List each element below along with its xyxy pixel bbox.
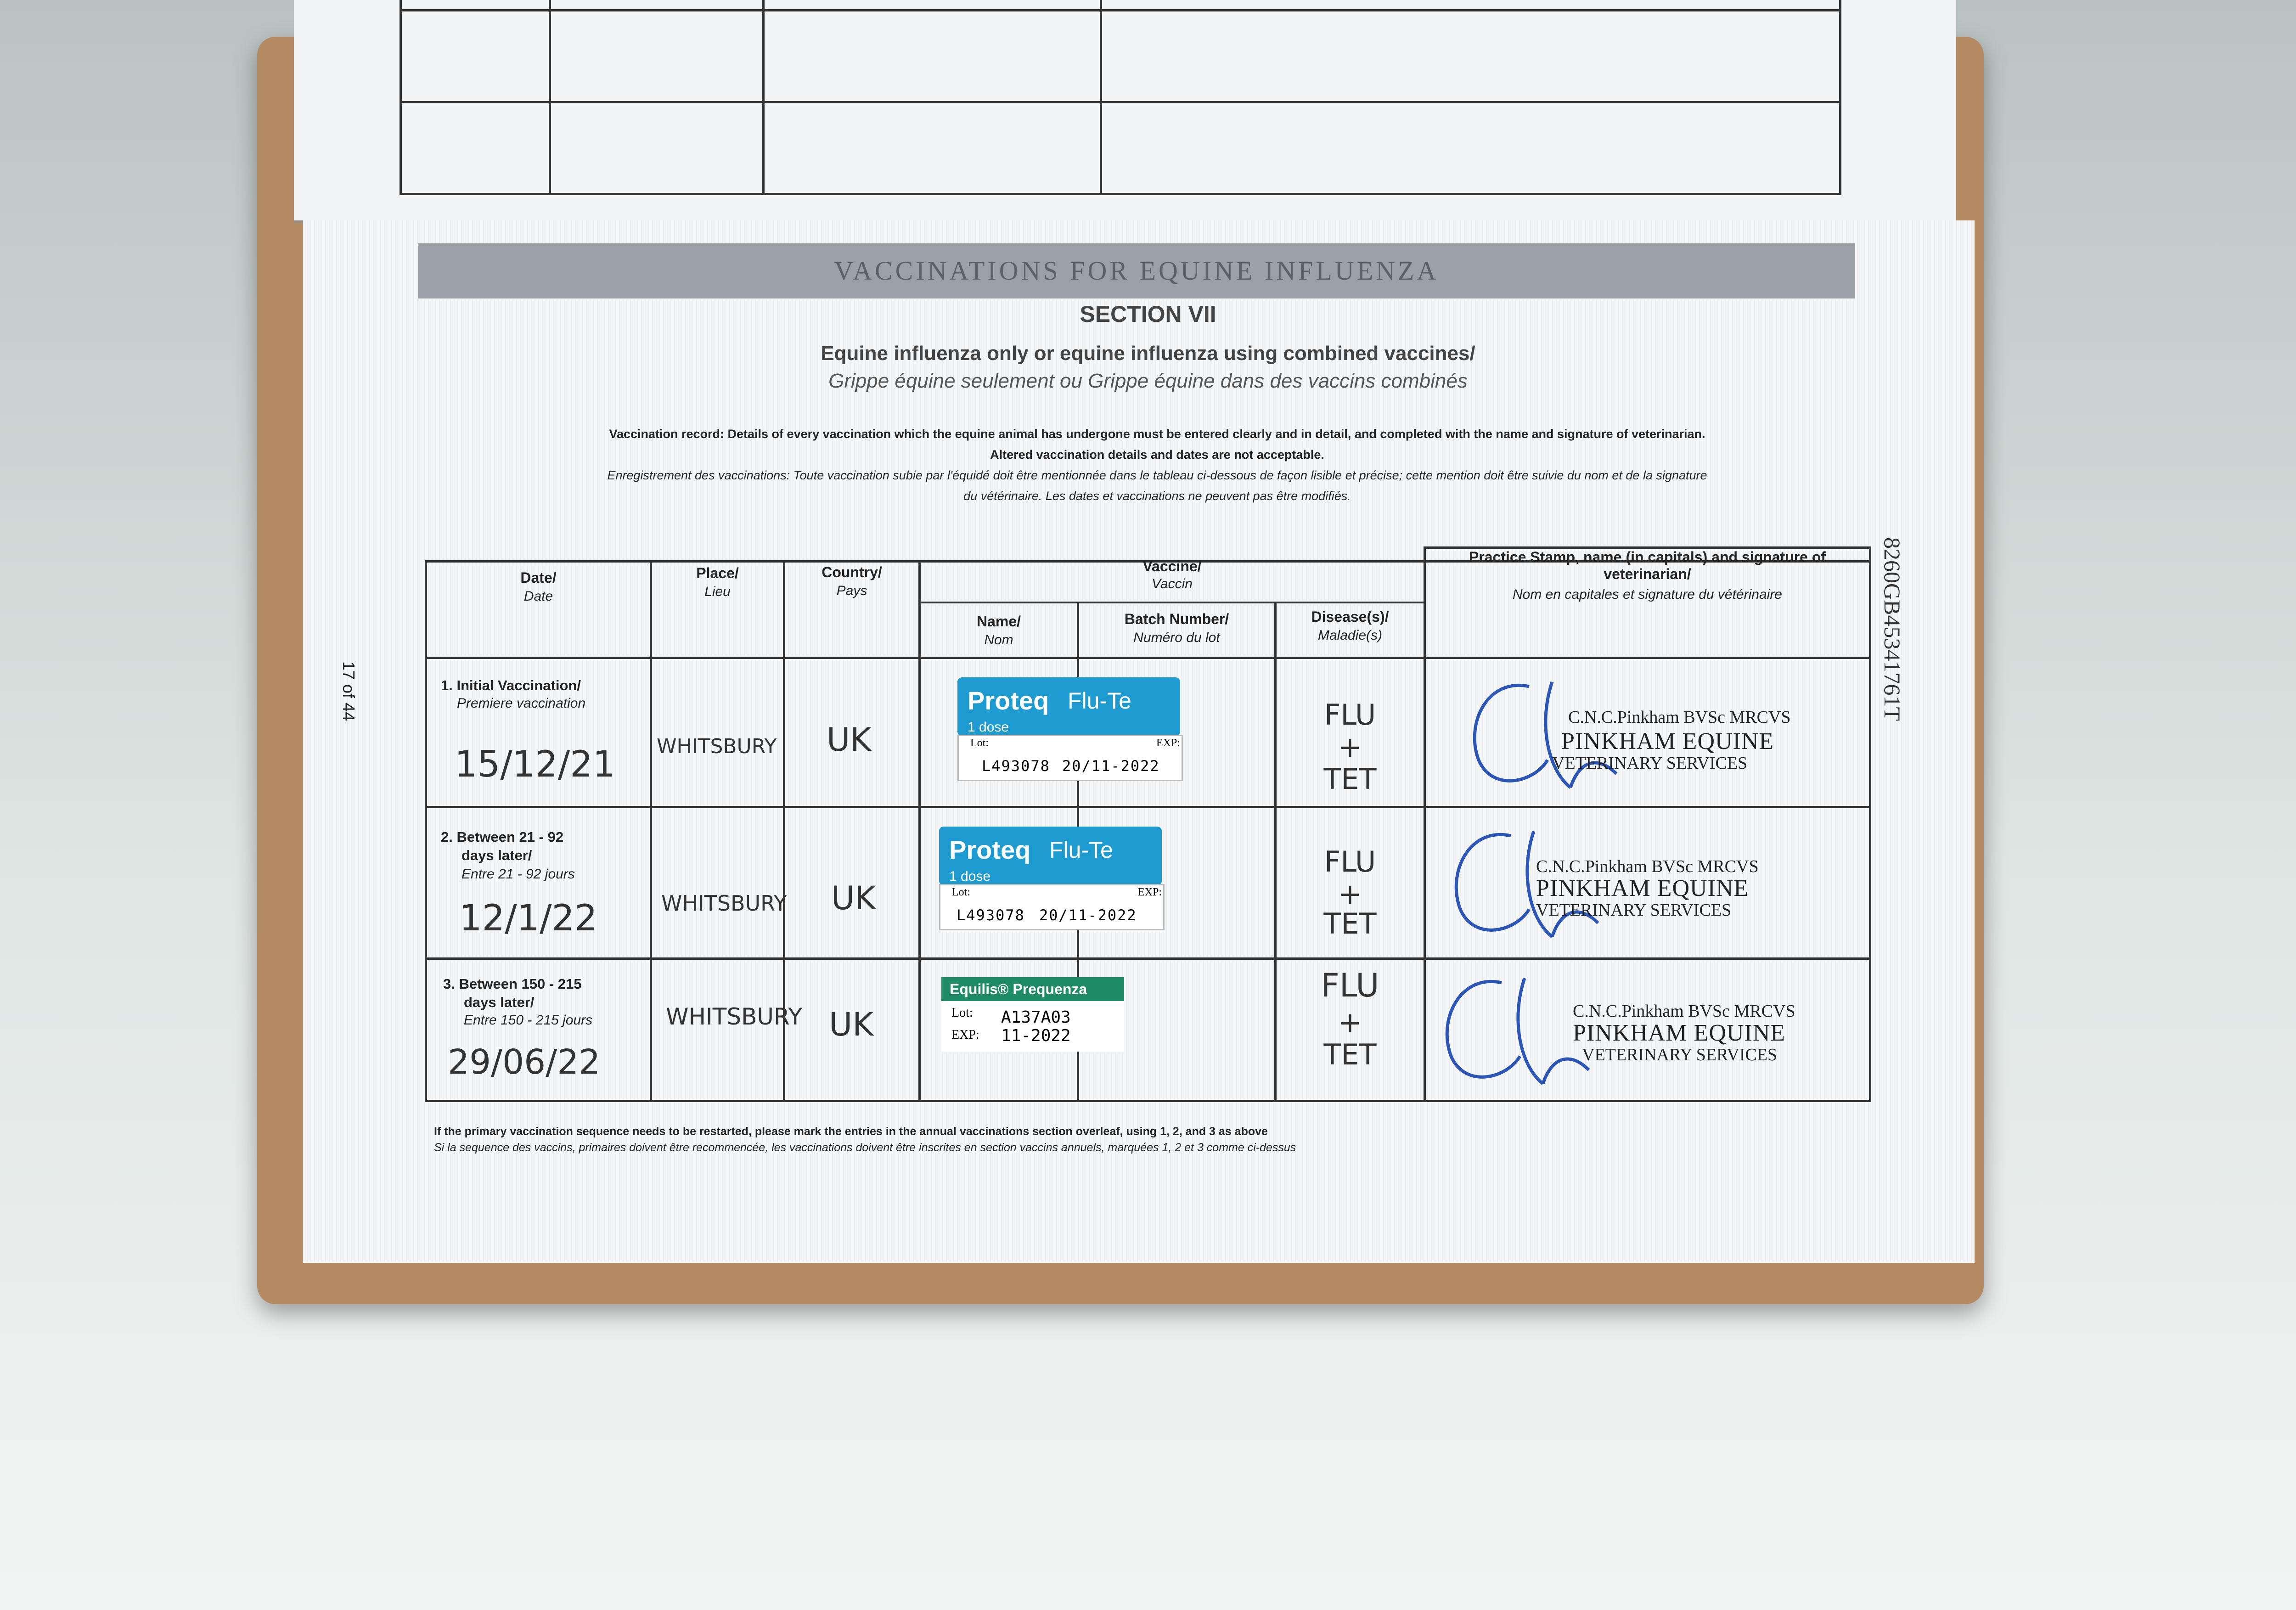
row2-vaccine-label: Proteq Flu-Te 1 dose xyxy=(939,827,1162,885)
row2-stamp-line3: VETERINARY SERVICES xyxy=(1536,901,1732,920)
row3-disease-3: TET xyxy=(1323,1038,1377,1071)
row1-label-fr: Premiere vaccination xyxy=(457,696,586,711)
row1-stamp-line2: PINKHAM EQUINE xyxy=(1561,728,1774,754)
row3-date: 29/06/22 xyxy=(448,1042,601,1082)
row1-label: 1. Initial Vaccination/ xyxy=(441,677,581,693)
row1-country: UK xyxy=(827,721,872,759)
row1-disease-1: FLU xyxy=(1324,698,1376,732)
col-country: Country/ xyxy=(822,564,882,580)
footer-fr: Si la sequence des vaccins, primaires doivent être recommencée, les vaccinations doivent être inscrites en section vaccins annuels, marquées 1, 2 et 3 comme ci-dessus xyxy=(434,1141,1296,1154)
row2-label-fr: Entre 21 - 92 jours xyxy=(461,867,575,882)
section-banner: VACCINATIONS FOR EQUINE INFLUENZA xyxy=(418,243,1855,298)
col-vaccine: Vaccine/ xyxy=(1142,558,1202,574)
row2-label-2: days later/ xyxy=(461,847,532,863)
row1-disease-2: + xyxy=(1338,730,1362,764)
row3-disease-2: + xyxy=(1338,1006,1362,1039)
col-name-fr: Nom xyxy=(984,632,1013,647)
col-country-fr: Pays xyxy=(836,583,867,598)
subtitle-en: Equine influenza only or equine influenza using combined vaccines/ xyxy=(821,342,1475,365)
col-batch-fr: Numéro du lot xyxy=(1133,630,1220,645)
row2-place: WHITSBURY xyxy=(661,891,787,916)
row1-stamp-line1: C.N.C.Pinkham BVSc MRCVS xyxy=(1568,708,1791,727)
row3-stamp-line3: VETERINARY SERVICES xyxy=(1582,1045,1778,1064)
col-stamp-fr: Nom en capitales et signature du vétérinaire xyxy=(1513,587,1782,602)
col-date: Date/ xyxy=(520,569,557,586)
row2-disease-1: FLU xyxy=(1324,845,1376,878)
subtitle-fr: Grippe équine seulement ou Grippe équine dans des vaccins combinés xyxy=(828,370,1468,392)
col-batch: Batch Number/ xyxy=(1124,611,1229,627)
instructions-fr-2: du vétérinaire. Les dates et vaccinations ne peuvent pas être modifiés. xyxy=(963,489,1351,503)
row1-place: WHITSBURY xyxy=(657,735,777,758)
section-title: SECTION VII xyxy=(1080,301,1216,327)
row2-batch-sticker: Lot: EXP: L493078 20/11-2022 xyxy=(939,884,1165,930)
row3-country: UK xyxy=(829,1006,874,1043)
col-disease: Disease(s)/ xyxy=(1311,608,1389,625)
col-disease-fr: Maladie(s) xyxy=(1317,628,1383,643)
row2-stamp-line1: C.N.C.Pinkham BVSc MRCVS xyxy=(1536,857,1759,876)
instructions-en-1: Vaccination record: Details of every vaccination which the equine animal has undergone must be entered clearly and in detail, and completed with the name and signature of veterinarian. xyxy=(609,427,1705,441)
row3-label-2: days later/ xyxy=(464,994,535,1010)
row3-vaccine-label: Equilis® Prequenza xyxy=(941,977,1124,1001)
row2-label: 2. Between 21 - 92 xyxy=(441,829,564,845)
row2-disease-2: + xyxy=(1338,877,1362,911)
col-place: Place/ xyxy=(696,565,739,581)
row3-stamp-line1: C.N.C.Pinkham BVSc MRCVS xyxy=(1573,1002,1795,1021)
page-number: 17 of 44 xyxy=(339,661,358,721)
previous-page xyxy=(294,0,1956,223)
row2-date: 12/1/22 xyxy=(459,898,597,939)
row1-vaccine-label: Proteq Flu-Te 1 dose xyxy=(957,677,1180,736)
col-vaccine-fr: Vaccin xyxy=(1152,576,1193,591)
footer-en: If the primary vaccination sequence needs to be restarted, please mark the entries in the annual vaccinations section overleaf, using 1, 2, and 3 as above xyxy=(434,1125,1268,1138)
instructions-fr-1: Enregistrement des vaccinations: Toute vaccination subie par l'équidé doit être mentionnée dans le tableau ci-dessous de façon lisible et précise; cette mention doit être suivie du nom et de la signature xyxy=(607,468,1707,482)
row3-place: WHITSBURY xyxy=(666,1003,803,1030)
row2-disease-3: TET xyxy=(1323,907,1377,940)
row1-stamp-line3: VETERINARY SERVICES xyxy=(1552,754,1748,773)
row1-batch-sticker: Lot: EXP: L493078 20/11-2022 xyxy=(957,735,1183,781)
row3-stamp-line2: PINKHAM EQUINE xyxy=(1573,1020,1786,1046)
row3-label: 3. Between 150 - 215 xyxy=(443,976,582,992)
row3-disease-1: FLU xyxy=(1321,967,1379,1004)
instructions-en-2: Altered vaccination details and dates are not acceptable. xyxy=(990,448,1324,462)
col-stamp: Practice Stamp, name (in capitals) and signature of veterinarian/ xyxy=(1469,549,1826,582)
row2-stamp-line2: PINKHAM EQUINE xyxy=(1536,875,1749,901)
col-date-fr: Date xyxy=(523,589,553,604)
row3-batch-sticker: Lot: EXP: A137A03 11-2022 xyxy=(941,1001,1124,1052)
col-name: Name/ xyxy=(976,613,1021,630)
col-place-fr: Lieu xyxy=(704,584,731,599)
row1-date: 15/12/21 xyxy=(455,744,616,785)
row1-disease-3: TET xyxy=(1323,762,1377,796)
row3-label-fr: Entre 150 - 215 jours xyxy=(464,1013,593,1028)
passport-code: 8260GB45341761T xyxy=(1880,537,1905,721)
row2-country: UK xyxy=(831,879,876,917)
